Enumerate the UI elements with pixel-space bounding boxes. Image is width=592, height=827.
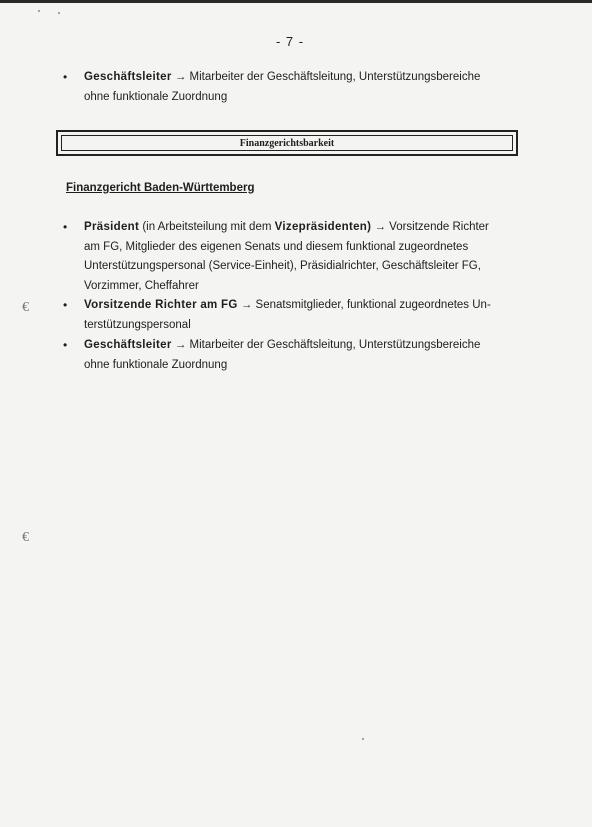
scan-speck xyxy=(362,738,364,740)
bullet-icon: • xyxy=(63,220,68,234)
bullet-icon: • xyxy=(63,338,68,352)
list-item xyxy=(84,296,524,335)
page-number: - 7 - xyxy=(275,34,305,49)
page-top-edge xyxy=(0,0,592,3)
punch-hole-mark: € xyxy=(22,300,29,315)
bullet-icon: • xyxy=(63,70,68,84)
item-text: Vorsitzende Richter xyxy=(389,221,489,233)
item-text: terstützungspersonal xyxy=(84,318,191,331)
item-text: Vorzimmer, Cheffahrer xyxy=(84,279,199,292)
section-title-inner-box xyxy=(61,135,513,151)
punch-hole-mark: € xyxy=(22,530,29,545)
item-term: Vorsitzende Richter am FG xyxy=(84,299,238,311)
item-term: Vizepräsidenten) xyxy=(274,221,372,233)
court-heading: Finanzgericht Baden-Württemberg xyxy=(66,182,255,194)
list-item xyxy=(84,68,524,107)
section-title: Finanzgerichtsbarkeit xyxy=(239,137,335,149)
scan-speck xyxy=(58,12,60,14)
item-term: Geschäftsleiter xyxy=(84,339,172,351)
item-text: Mitarbeiter der Geschäftsleitung, Unterstützungsbereiche xyxy=(189,71,481,83)
item-text: (in Arbeitsteilung mit dem xyxy=(142,221,272,233)
list-item xyxy=(84,218,524,296)
arrow-icon: → xyxy=(374,221,386,233)
arrow-icon: → xyxy=(174,339,187,351)
item-text: ohne funktionale Zuordnung xyxy=(84,90,228,103)
bullet-icon: • xyxy=(63,298,68,312)
item-text: Mitarbeiter der Geschäftsleitung, Unterstützungsbereiche xyxy=(189,339,481,351)
section-title-box xyxy=(56,130,518,156)
arrow-icon: → xyxy=(240,299,253,311)
item-text: Senatsmitglieder, funktional zugeordnetes Un- xyxy=(255,299,491,311)
item-term: Präsident xyxy=(84,221,140,233)
item-text: am FG, Mitglieder des eigenen Senats und diesem funktional zugeordnetes xyxy=(84,240,469,253)
item-term: Geschäftsleiter xyxy=(84,71,172,83)
arrow-icon: → xyxy=(174,71,187,83)
scan-speck xyxy=(38,10,40,12)
list-item xyxy=(84,336,524,375)
item-text: ohne funktionale Zuordnung xyxy=(84,358,228,371)
item-text: Unterstützungspersonal (Service-Einheit), Präsidialrichter, Geschäftsleiter FG, xyxy=(84,260,481,272)
